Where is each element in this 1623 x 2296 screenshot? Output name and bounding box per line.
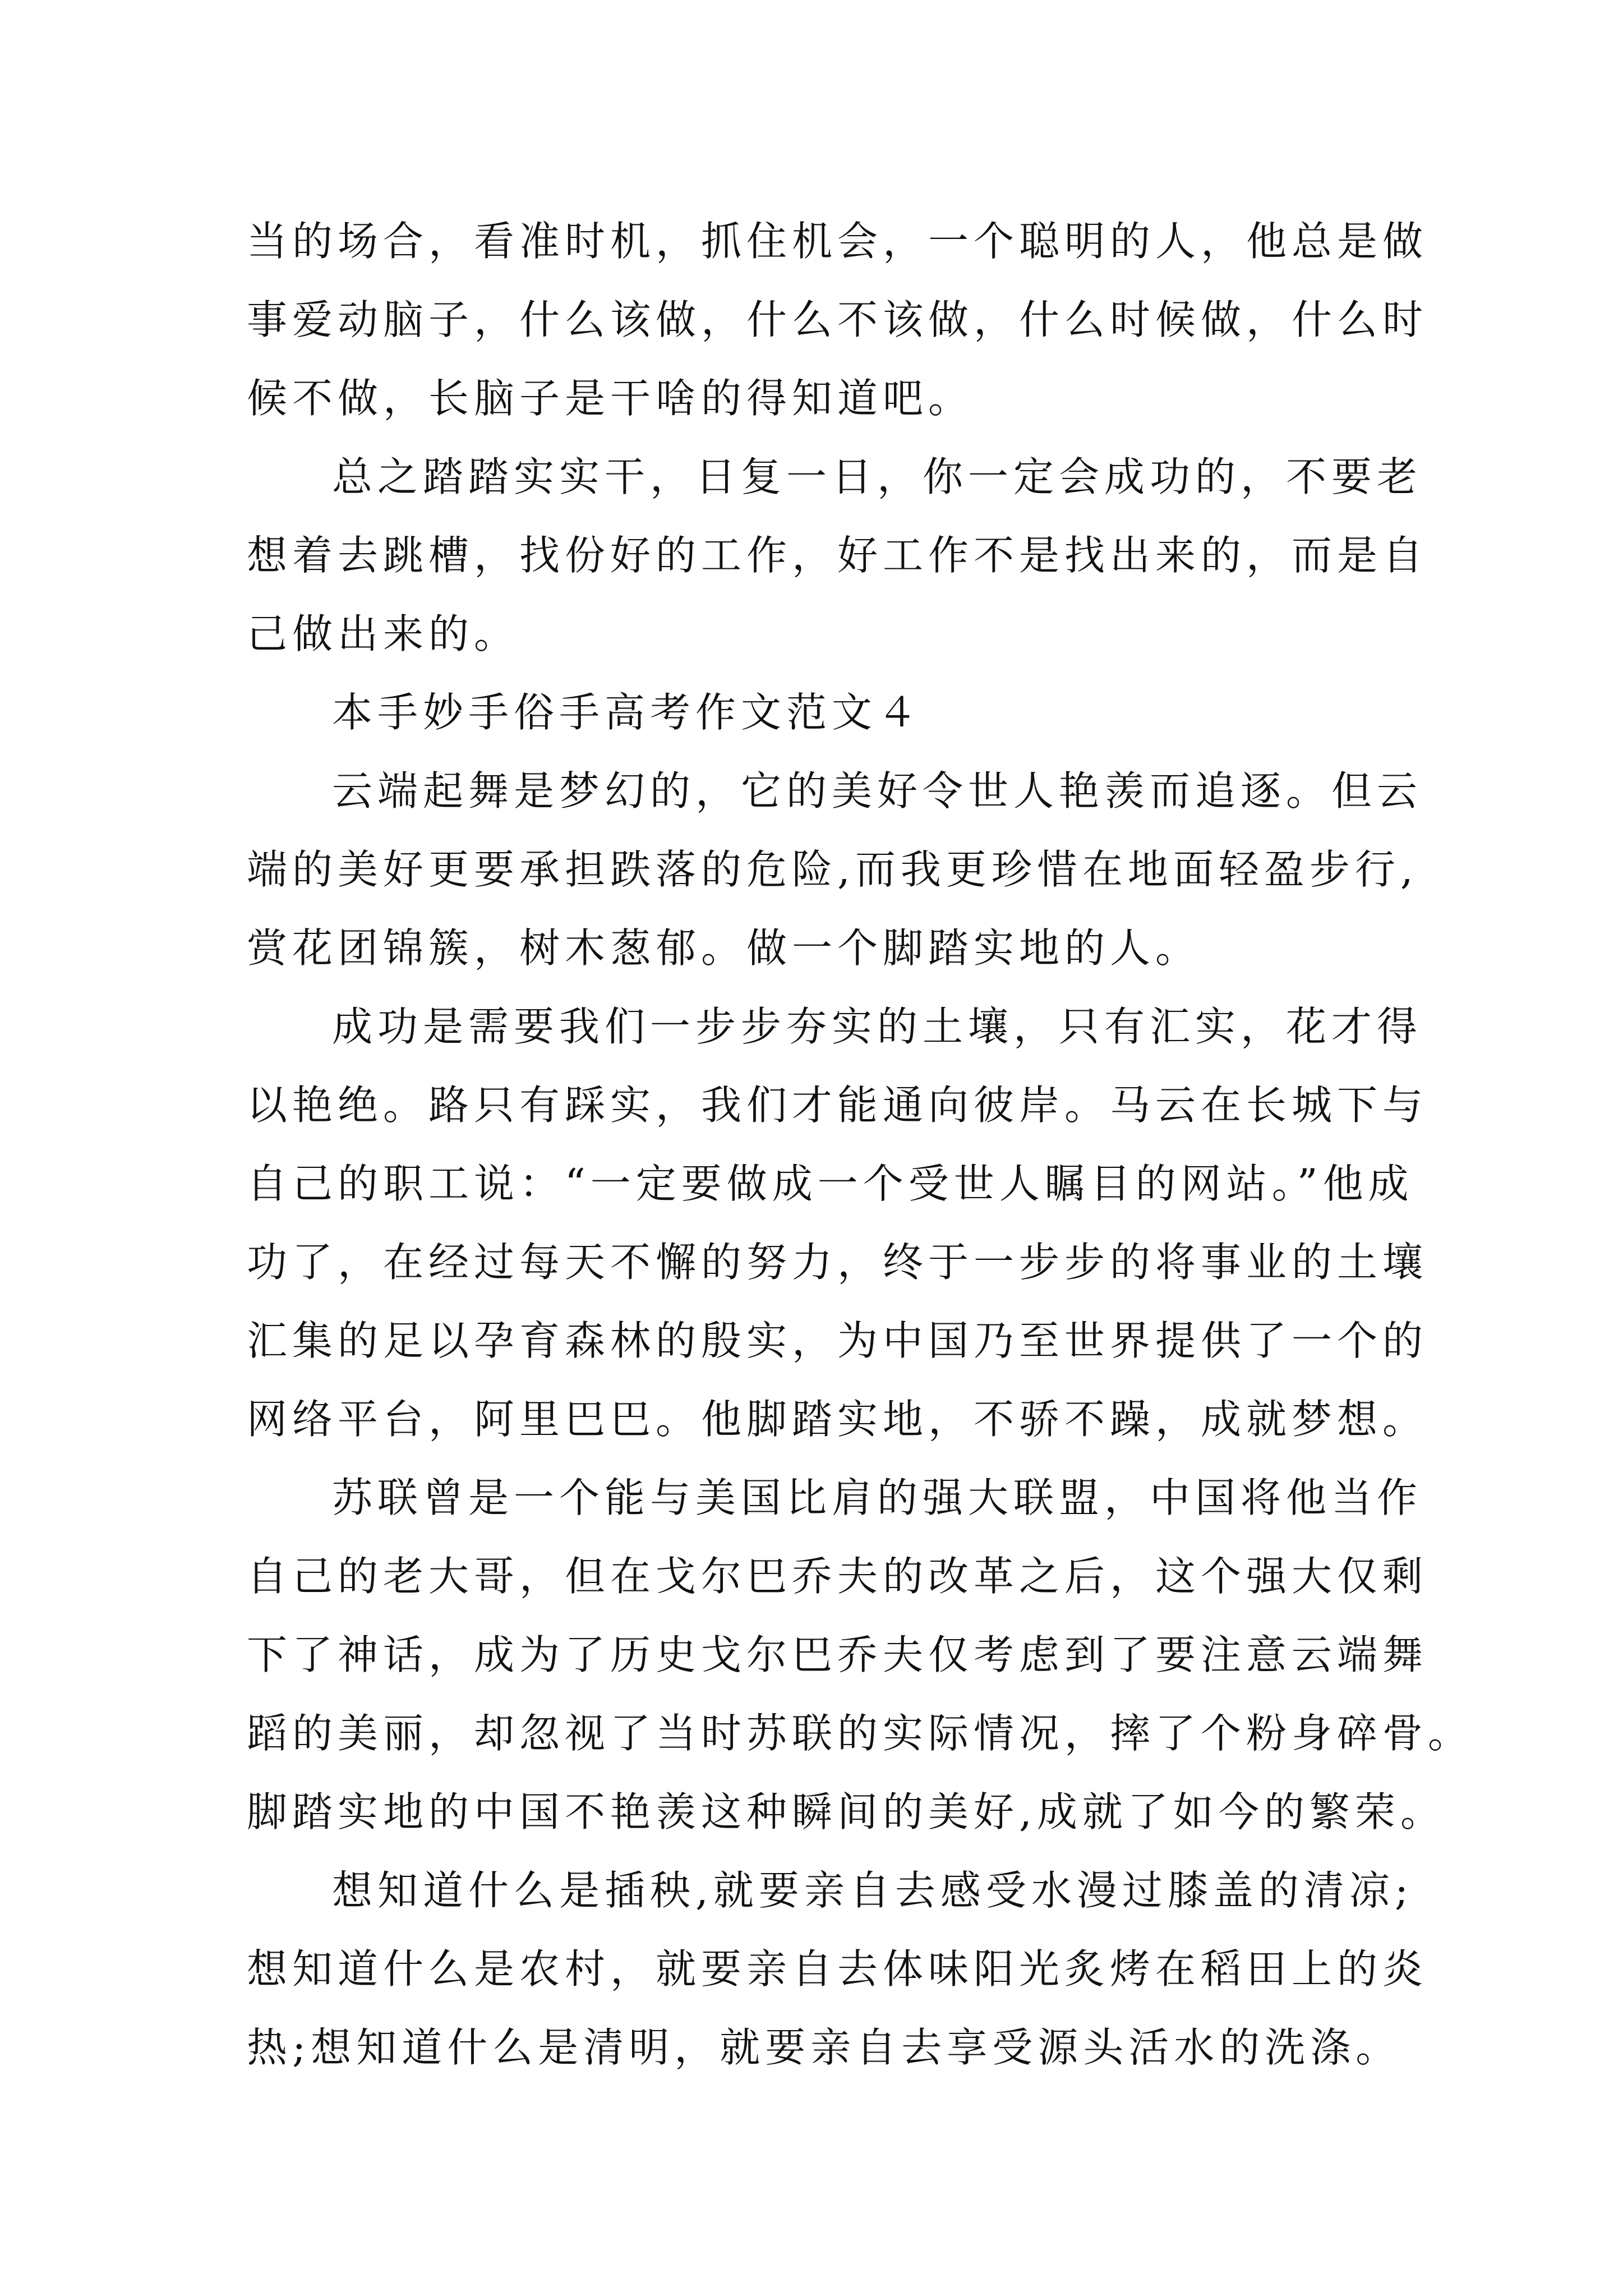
text-line: 总之踏踏实实干，日复一日，你一定会成功的，不要老	[332, 453, 1423, 500]
text-line: 自己的老大哥，但在戈尔巴乔夫的改革之后，这个强大仅剩	[247, 1553, 1428, 1600]
text-line: 苏联曾是一个能与美国比肩的强大联盟，中国将他当作	[332, 1474, 1423, 1521]
heading-text: 本手妙手俗手高考作文范文４	[332, 689, 923, 736]
paragraph	[247, 987, 1428, 1458]
text-line: 想着去跳槽，找份好的工作，好工作不是找出来的，而是自	[247, 532, 1428, 579]
text-line: 云端起舞是梦幻的，它的美好令世人艳羡而追逐。但云	[332, 767, 1423, 815]
text-line: 以艳绝。路只有踩实，我们才能通向彼岸。马云在长城下与	[247, 1082, 1428, 1129]
paragraph	[247, 1458, 1474, 1851]
text-line: 网络平台，阿里巴巴。他脚踏实地，不骄不躁，成就梦想。	[247, 1396, 1428, 1443]
text-line: 蹈的美丽，却忽视了当时苏联的实际情况，摔了个粉身碎骨。	[247, 1710, 1474, 1757]
text-line: 自己的职工说：“一定要做成一个受世人瞩目的网站。”他成	[247, 1160, 1414, 1207]
text-line: 想知道什么是农村，就要亲自去体味阳光炙烤在稻田上的炎	[247, 1945, 1428, 1993]
text-line: 下了神话，成为了历史戈尔巴乔夫仅考虑到了要注意云端舞	[247, 1631, 1428, 1678]
paragraph	[247, 438, 1428, 673]
text-line: 己做出来的。	[247, 610, 520, 657]
text-line: 赏花团锦簇，树木葱郁。做一个脚踏实地的人。	[247, 924, 1201, 972]
section-heading	[247, 673, 1396, 752]
paragraph	[247, 1851, 1428, 2087]
text-line: 事爱动脑子，什么该做，什么不该做，什么时候做，什么时	[247, 296, 1428, 343]
text-line: 成功是需要我们一步步夯实的土壤，只有汇实，花才得	[332, 1003, 1423, 1050]
text-line: 热;想知道什么是清明，就要亲自去享受源头活水的洗涤。	[247, 2024, 1401, 2071]
text-line: 想知道什么是插秧,就要亲自去感受水漫过膝盖的清凉;	[332, 1867, 1414, 1914]
paragraph	[247, 752, 1423, 987]
text-line: 候不做，长脑子是干啥的得知道吧。	[247, 375, 974, 422]
text-line: 汇集的足以孕育森林的殷实，为中国乃至世界提供了一个的	[247, 1317, 1428, 1364]
document-body	[247, 202, 1474, 2087]
paragraph	[247, 202, 1428, 438]
text-line: 当的场合，看准时机，抓住机会，一个聪明的人，他总是做	[247, 218, 1428, 265]
text-line: 端的美好更要承担跌落的危险,而我更珍惜在地面轻盈步行,	[247, 846, 1418, 893]
text-line: 脚踏实地的中国不艳羡这种瞬间的美好,成就了如今的繁荣。	[247, 1788, 1446, 1835]
text-line: 功了，在经过每天不懈的努力，终于一步步的将事业的土壤	[247, 1239, 1428, 1286]
